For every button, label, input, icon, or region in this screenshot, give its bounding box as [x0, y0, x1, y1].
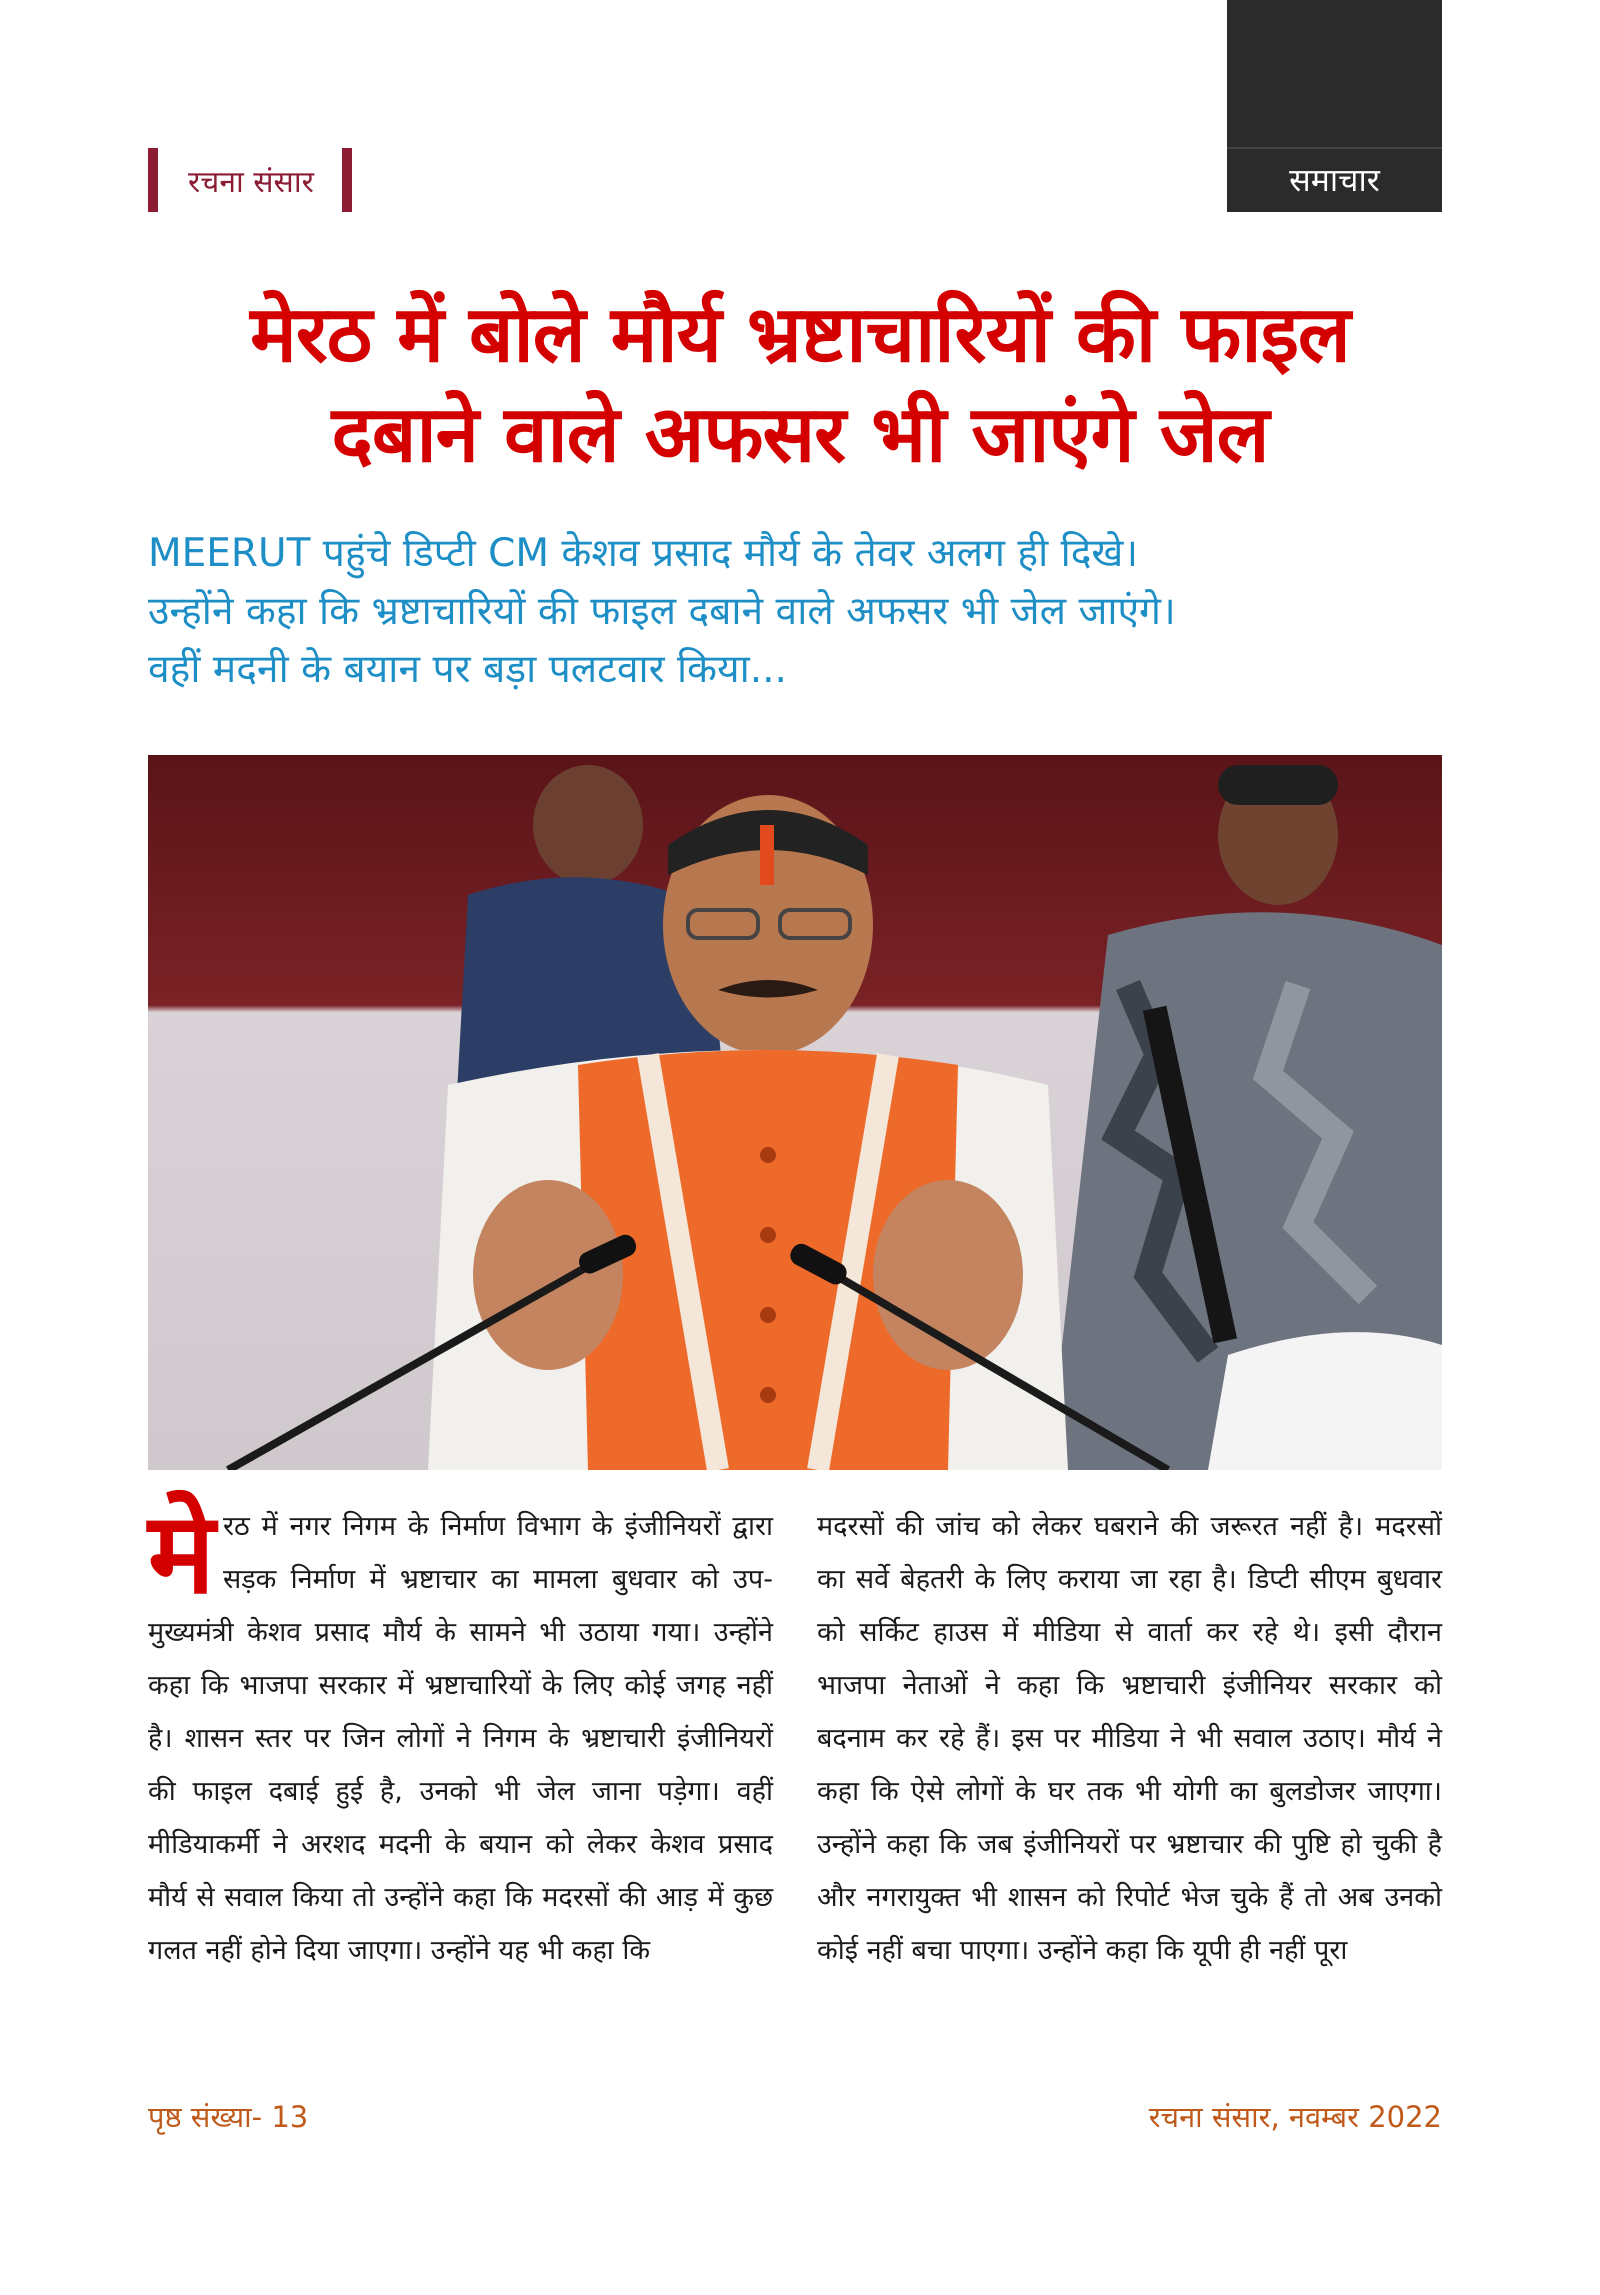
column-2-text: मदरसों की जांच को लेकर घबराने की जरूरत नहीं है। मदरसों का सर्वे बेहतरी के लिए कराया जा रहा है। डिप्टी सीएम बुधवार को सर्किट हाउस में मीडिया से वार्ता कर रहे थे। इसी दौरान भाजपा नेताओं ने कहा कि भ्रष्टाचारी इंजीनियर सरकार को बदनाम कर रहे हैं। इस पर मीडिया ने भी सवाल उठाए। मौर्य ने कहा कि ऐसे लोगों के घर तक भी योगी का बुलडोजर जाएगा। उन्होंने कहा कि जब इंजीनियरों पर भ्रष्टाचार की पुष्टि हो चुकी है और नगरायुक्त भी शासन को रिपोर्ट भेज चुके हैं तो अब उनको कोई नहीं बचा पाएगा। उन्होंने कहा कि यूपी ही नहीं पूरा: [817, 1511, 1442, 1966]
article-column-1: [148, 1489, 773, 1977]
section-tab: [1227, 0, 1442, 212]
white-cloth: [1208, 1332, 1442, 1470]
subheadline-line-3: वहीं मदनी के बयान पर बड़ा पलटवार किया...: [148, 647, 787, 692]
column-1-text: रठ में नगर निगम के निर्माण विभाग के इंजीनियरों द्वारा सड़क निर्माण में भ्रष्टाचार का मामला बुधवार को उप-मुख्यमंत्री केशव प्रसाद मौर्य के सामने भी उठाया गया। उन्होंने कहा कि भाजपा सरकार में भ्रष्टाचारियों के लिए कोई जगह नहीं है। शासन स्तर पर जिन लोगों ने निगम के भ्रष्टाचारी इंजीनियरों की फाइल दबाई हुई है, उनको भी जेल जाना पड़ेगा। वहीं मीडियाकर्मी ने अरशद मदनी के बयान को लेकर केशव प्रसाद मौर्य से सवाल किया तो उन्होंने कहा कि मदरसों की आड़ में कुछ गलत नहीं होने दिया जाएगा। उन्होंने यह भी कहा कि: [148, 1511, 773, 1966]
drop-cap: मे: [148, 1489, 215, 1619]
article-body: [148, 1489, 1442, 1977]
photo-illustration: [148, 755, 1442, 1470]
article-photo: [148, 755, 1442, 1470]
issue-info: रचना संसार, नवम्बर 2022: [1148, 2100, 1442, 2134]
section-label: समाचार: [1289, 161, 1380, 199]
magazine-name: रचना संसार: [188, 164, 314, 200]
subheadline-line-1: MEERUT पहुंचे डिप्टी CM केशव प्रसाद मौर्य के तेवर अलग ही दिखे।: [148, 531, 1139, 576]
headline: [120, 285, 1480, 485]
magazine-tag: [148, 148, 352, 212]
subheadline-line-2: उन्होंने कहा कि भ्रष्टाचारियों की फाइल दबाने वाले अफसर भी जेल जाएंगे।: [148, 589, 1176, 634]
section-tab-divider: [1227, 147, 1442, 149]
page-number: पृष्ठ संख्या- 13: [148, 2100, 309, 2134]
headline-line-2: दबाने वाले अफसर भी जाएंगे जेल: [331, 390, 1269, 480]
tag-bar-right: [342, 148, 352, 212]
headline-line-1: मेरठ में बोले मौर्य भ्रष्टाचारियों की फाइल: [250, 290, 1350, 380]
tag-bar-left: [148, 148, 158, 212]
subheadline: [148, 525, 1443, 699]
article-column-2: [817, 1500, 1442, 1977]
